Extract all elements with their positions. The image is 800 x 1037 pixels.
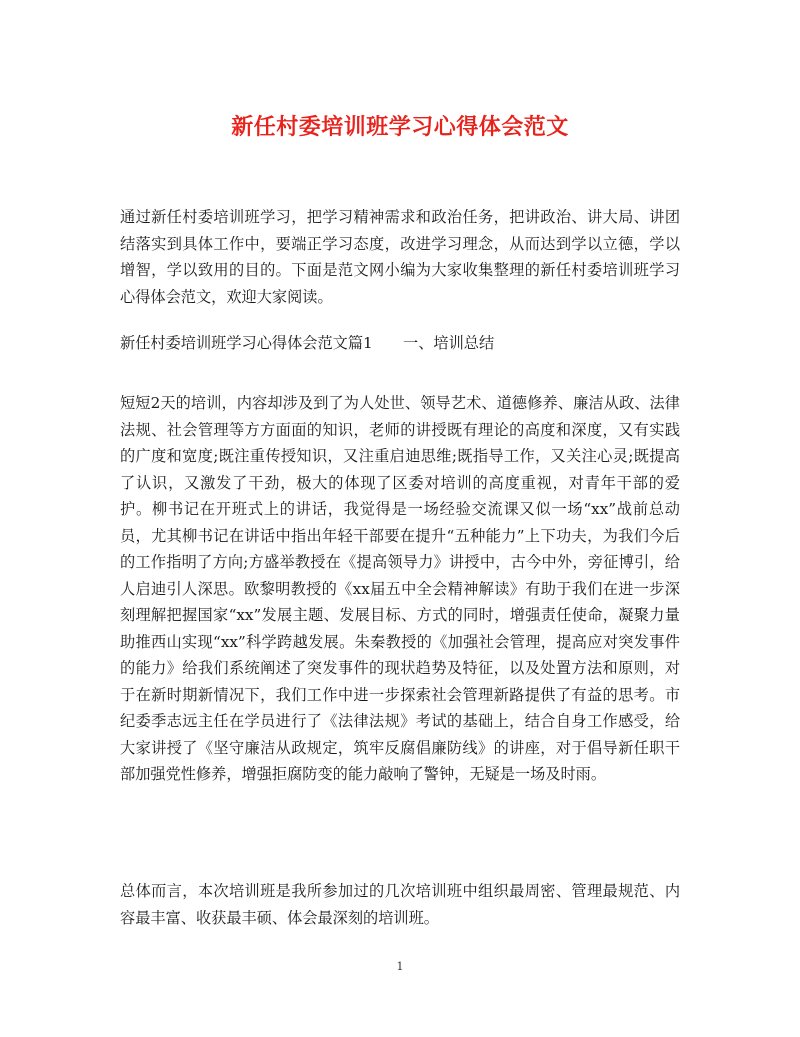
document-title: 新任村委培训班学习心得体会范文: [231, 114, 569, 140]
page-number: 1: [396, 960, 404, 973]
conclusion-paragraph: 总体而言，本次培训班是我所参加过的几次培训班中组织最周密、管理最规范、内容最丰富、收获最丰硕、体会最深刻的培训班。: [120, 882, 680, 927]
intro-paragraph: 通过新任村委培训班学习，把学习精神需求和政治任务，把讲政治、讲大局、讲团结落实到具体工作中，要端正学习态度，改进学习理念，从而达到学以立德，学以增智，学以致用的目的。下面是范文网小编为大家收集整理的新任村委培训班学习心得体会范文，欢迎大家阅读。: [120, 208, 680, 306]
section-heading: 新任村委培训班学习心得体会范文篇1 一、培训总结: [120, 334, 495, 352]
main-paragraph: 短短2天的培训，内容却涉及到了为人处世、领导艺术、道德修养、廉洁从政、法律法规、社会管理等方方面面的知识，老师的讲授既有理论的高度和深度，又有实践的广度和宽度;既注重传授知识，又注重启迪思维;既指导工作，又关注心灵;既提高了认识，又激发了干劲，极大的体现了区委对培训的高度重视，对青年干部的爱护。柳书记在开班式上的讲话，我觉得是一场经验交流课又似一场“xx”战前总动员，尤其柳书记在讲话中指出年轻干部要在提升“五种能力”上下功夫，为我们今后的工作指明了方向;方盛举教授在《提高领导力》讲授中，古今中外，旁征博引，给人启迪引人深思。欧黎明教授的《xx届五中全会精神解读》有助于我们在进一步深刻理解把握国家“xx”发展主题、发展目标、方式的同时，增强责任使命，凝聚力量助推西山实现“xx”科学跨越发展。朱秦教授的《加强社会管理，提高应对突发事件的能力》给我们系统阐述了突发事件的现状趋势及特征，以及处置方法和原则，对于在新时期新情况下，我们工作中进一步探索社会管理新路提供了有益的思考。市纪委季志远主任在学员进行了《法律法规》考试的基础上，结合自身工作感受，给大家讲授了《坚守廉洁从政规定，筑牢反腐倡廉防线》的讲座，对于倡导新任职干部加强党性修养，增强拒腐防变的能力敲响了警钟，无疑是一场及时雨。: [120, 394, 680, 783]
